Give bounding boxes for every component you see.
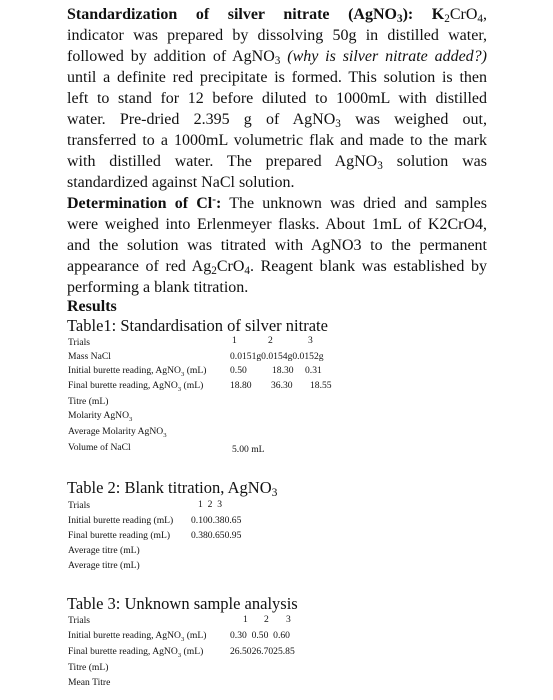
subscript: 3 xyxy=(129,416,133,423)
text-line: until a definite red precipitate is formed. This solution is then xyxy=(67,69,487,86)
text-line: were weighed into Erlenmeyer flasks. About 1mL of K2CrO4, xyxy=(67,216,487,233)
titre-label: Titre (mL) xyxy=(68,662,109,673)
text-span: Table 2: Blank titration, AgNO xyxy=(67,478,272,497)
formula-text: CrO xyxy=(449,6,478,23)
initial-values: 0.30 0.50 0.60 xyxy=(230,630,290,641)
text-span: . Reagent blank was established by xyxy=(249,258,487,275)
final-reading-label: Final burette reading (mL) xyxy=(68,530,171,541)
final-values: 26.5026.7025.85 xyxy=(230,646,295,657)
final-reading-label xyxy=(68,380,203,391)
subscript: 3 xyxy=(163,432,167,439)
results-heading: Results xyxy=(67,298,117,315)
superscript: - xyxy=(212,194,216,206)
text-line: indicator was prepared by dissolving 50g in distilled water, xyxy=(67,27,487,44)
text-span: Average Molarity AgNO xyxy=(68,426,164,437)
molarity-label xyxy=(68,410,132,421)
punctuation: , xyxy=(483,6,488,23)
table1-caption: Table1: Standardisation of silver nitrate xyxy=(67,316,328,335)
final-reading-label xyxy=(68,646,203,657)
subscript: 3 xyxy=(377,160,383,172)
volume-nacl-label: Volume of NaCl xyxy=(68,442,131,453)
section-title: Standardization of silver nitrate (AgNO xyxy=(67,6,397,23)
trials-label: Trials xyxy=(68,500,91,511)
text-span: (mL) xyxy=(183,646,204,657)
text-line: performing a blank titration. xyxy=(67,279,249,296)
initial-values: 0.100.380.65 xyxy=(191,515,242,526)
trial-2: 2 xyxy=(264,614,269,625)
text-line xyxy=(67,109,487,130)
text-span: (mL) xyxy=(186,365,207,376)
final-value-3: 18.55 xyxy=(310,380,332,391)
text-line: transferred to a 1000mL volumetric flak and made to the mark xyxy=(67,132,487,149)
subscript: 3 xyxy=(274,55,281,67)
trial-3: 3 xyxy=(286,614,291,625)
trial-1: 1 xyxy=(243,614,248,625)
text-line xyxy=(67,151,487,172)
trials-values: 1 2 3 xyxy=(198,499,222,510)
trials-label: Trials xyxy=(68,337,91,348)
subscript: 3 xyxy=(180,636,185,643)
text-span: with distilled water. The prepared AgNO xyxy=(67,153,378,170)
text-span: Initial burette reading, AgNO xyxy=(68,365,181,376)
text-span: was weighed out, xyxy=(355,111,488,128)
initial-reading-label: Initial burette reading (mL) xyxy=(68,515,174,526)
italic-question: (why is silver nitrate added?) xyxy=(287,48,488,65)
text-span: solution was xyxy=(396,153,488,170)
subscript: 2 xyxy=(211,265,217,277)
text-span: Final burette reading, AgNO xyxy=(68,380,178,391)
subscript: 3 xyxy=(335,118,341,130)
final-value-1: 18.80 xyxy=(230,380,252,391)
initial-value-1: 0.50 xyxy=(230,365,247,376)
section-title: Determination of Cl xyxy=(67,195,213,212)
text-span: (mL) xyxy=(186,630,207,641)
average-titre-label: Average titre (mL) xyxy=(68,545,140,556)
text-span: Initial burette reading, AgNO xyxy=(68,630,181,641)
average-molarity-label xyxy=(68,426,167,437)
subscript: 3 xyxy=(177,386,182,393)
subscript: 4 xyxy=(244,265,250,277)
mass-nacl-values: 0.0151g0.0154g0.0152g xyxy=(230,351,324,362)
average-titre-label-2: Average titre (mL) xyxy=(68,560,140,571)
subscript: 3 xyxy=(180,371,185,378)
text-line: standardized against NaCl solution. xyxy=(67,174,295,191)
text-span: The unknown was dried and samples xyxy=(229,195,488,212)
subscript: 2 xyxy=(444,13,450,25)
text-line: and the solution was titrated with AgNO3 to the permanent xyxy=(67,237,487,254)
text-span: followed by addition of AgNO xyxy=(67,48,275,65)
trial-1: 1 xyxy=(232,335,237,346)
final-value-2: 36.30 xyxy=(271,380,293,391)
punctuation: : xyxy=(215,195,222,212)
text-span: Final burette reading, AgNO xyxy=(68,646,178,657)
text-span: Molarity AgNO xyxy=(68,410,130,421)
table3-caption: Table 3: Unknown sample analysis xyxy=(67,594,298,613)
text-span: (mL) xyxy=(183,380,204,391)
text-span: water. Pre-dried 2.395 g of AgNO xyxy=(67,111,336,128)
trials-label: Trials xyxy=(68,615,91,626)
final-values: 0.380.650.95 xyxy=(191,530,242,541)
trial-3: 3 xyxy=(308,335,313,346)
subscript: 3 xyxy=(177,652,182,659)
text-line xyxy=(67,4,487,25)
titre-label: Titre (mL) xyxy=(68,396,109,407)
mass-nacl-label: Mass NaCl xyxy=(68,351,111,362)
subscript: 4 xyxy=(477,13,484,25)
initial-value-3: 0.31 xyxy=(305,365,322,376)
initial-value-2: 18.30 xyxy=(272,365,294,376)
table2-caption xyxy=(67,478,277,498)
subscript: 3 xyxy=(396,13,403,25)
initial-reading-label xyxy=(68,630,206,641)
initial-reading-label xyxy=(68,365,206,376)
text-line xyxy=(67,46,487,67)
text-line xyxy=(67,256,487,277)
trial-2: 2 xyxy=(268,335,273,346)
subscript: 3 xyxy=(271,487,278,499)
section-title-end: ): K xyxy=(402,6,445,23)
text-span: CrO xyxy=(216,258,245,275)
text-span: appearance of red Ag xyxy=(67,258,212,275)
volume-nacl-value: 5.00 mL xyxy=(232,444,265,455)
text-line xyxy=(67,193,487,214)
text-line: left to stand for 12 before diluted to 1000mL with distilled xyxy=(67,90,487,107)
mean-titre-label: Mean Titre xyxy=(68,677,111,688)
